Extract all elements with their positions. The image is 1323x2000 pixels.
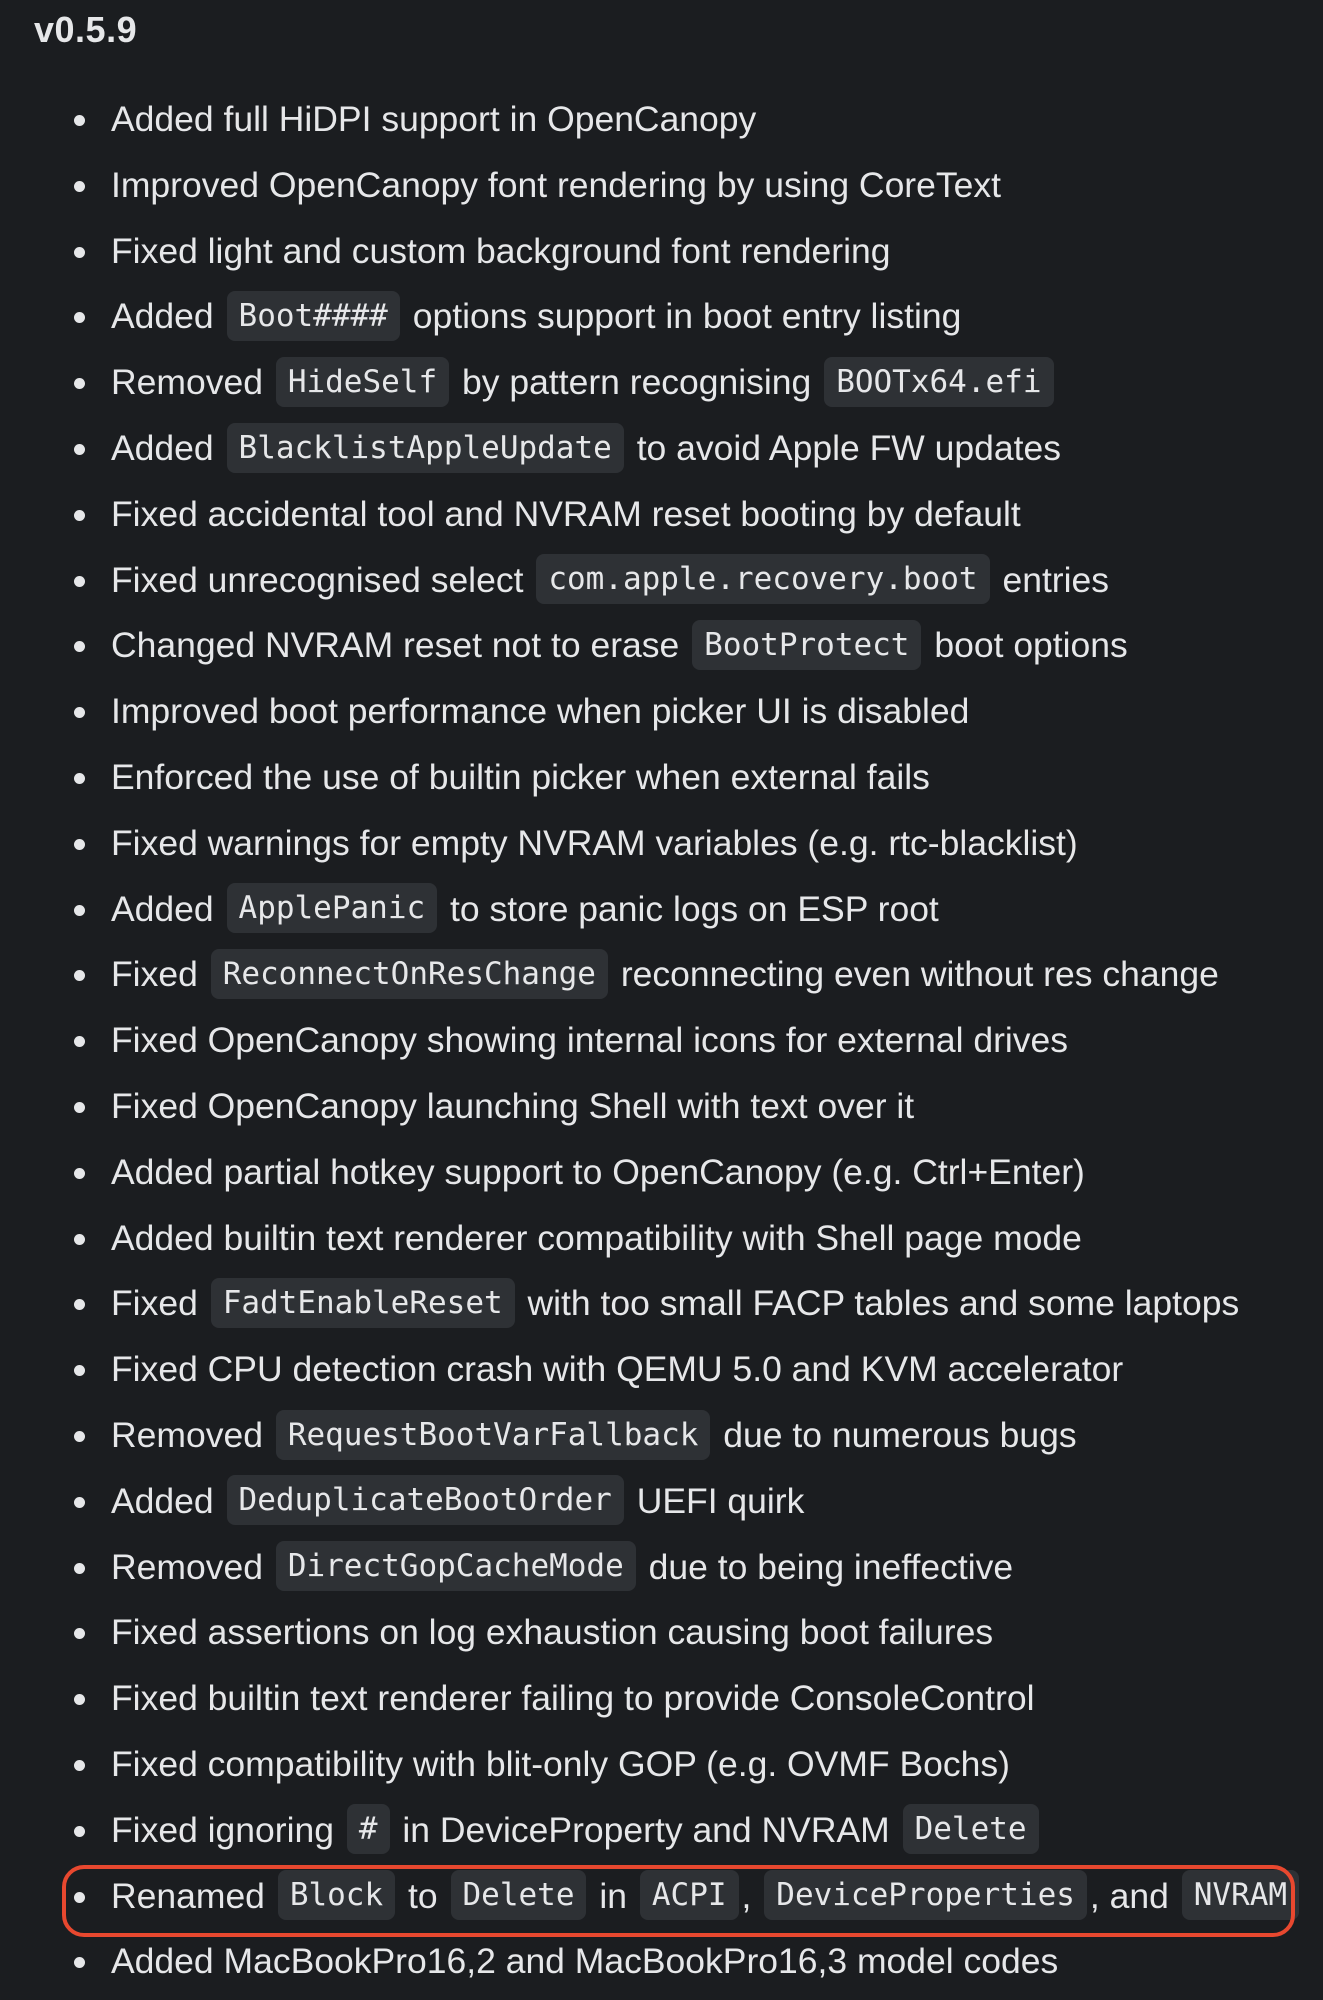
list-item — [0, 153, 1302, 219]
bullet-icon — [74, 1563, 85, 1574]
inline-code: Boot#### — [227, 291, 400, 341]
item-text: boot options — [934, 625, 1128, 666]
bullet-icon — [74, 1497, 85, 1508]
inline-code: NVRAM — [1182, 1870, 1299, 1920]
item-text: Fixed light and custom background font rendering — [111, 230, 891, 271]
list-item — [0, 1798, 1302, 1864]
item-text: UEFI quirk — [636, 1480, 805, 1521]
list-item — [0, 1864, 1302, 1930]
inline-code: ApplePanic — [227, 883, 438, 933]
bullet-icon — [74, 510, 85, 521]
inline-code: BOOTx64.efi — [824, 357, 1053, 407]
bullet-icon — [74, 1299, 85, 1310]
list-item — [0, 1535, 1302, 1601]
bullet-icon — [74, 1957, 85, 1968]
item-text: Changed NVRAM reset not to erase — [111, 625, 680, 666]
inline-code: RequestBootVarFallback — [276, 1410, 711, 1460]
bullet-icon — [74, 576, 85, 587]
list-item — [0, 87, 1302, 153]
item-text: Fixed assertions on log exhaustion causing boot failures — [111, 1612, 994, 1653]
inline-code: Block — [278, 1870, 395, 1920]
item-text: Fixed compatibility with blit-only GOP (e.g. OVMF Bochs) — [111, 1743, 1010, 1784]
inline-code: BlacklistAppleUpdate — [227, 423, 624, 473]
item-text: Fixed OpenCanopy showing internal icons for external drives — [111, 1020, 1069, 1061]
inline-code: com.apple.recovery.boot — [536, 554, 989, 604]
item-text: Removed — [111, 362, 263, 403]
inline-code: Delete — [903, 1804, 1039, 1854]
inline-code: ACPI — [640, 1870, 739, 1920]
list-item — [0, 1271, 1302, 1337]
list-item — [0, 1337, 1302, 1403]
bullet-icon — [74, 707, 85, 718]
bullet-icon — [74, 181, 85, 192]
list-item — [0, 482, 1302, 548]
item-text: , and — [1089, 1875, 1169, 1916]
item-text: Fixed — [111, 954, 198, 995]
bullet-icon — [74, 1036, 85, 1047]
inline-code: FadtEnableReset — [211, 1278, 515, 1328]
list-item — [0, 1074, 1302, 1140]
list-item — [0, 1206, 1302, 1272]
item-text: with too small FACP tables and some laptops — [527, 1283, 1240, 1324]
bullet-icon — [74, 1365, 85, 1376]
inline-code: HideSelf — [276, 357, 449, 407]
bullet-icon — [74, 444, 85, 455]
item-text: Fixed builtin text renderer failing to provide ConsoleControl — [111, 1678, 1035, 1719]
list-item — [0, 1929, 1302, 1995]
list-item — [0, 416, 1302, 482]
bullet-icon — [74, 641, 85, 652]
item-text: Fixed OpenCanopy launching Shell with text over it — [111, 1085, 915, 1126]
list-item — [0, 1600, 1302, 1666]
item-text: due to being ineffective — [648, 1546, 1014, 1587]
bullet-icon — [74, 1168, 85, 1179]
inline-code: DeduplicateBootOrder — [227, 1475, 624, 1525]
list-item — [0, 745, 1302, 811]
item-text: due to numerous bugs — [723, 1414, 1077, 1455]
bullet-icon — [74, 1102, 85, 1113]
item-text: Fixed warnings for empty NVRAM variables (e.g. rtc-blacklist) — [111, 822, 1078, 863]
list-item — [0, 1403, 1302, 1469]
bullet-icon — [74, 1760, 85, 1771]
item-text: Added — [111, 1480, 214, 1521]
item-text: by pattern recognising — [462, 362, 812, 403]
bullet-icon — [74, 970, 85, 981]
list-item — [0, 1140, 1302, 1206]
list-item — [0, 1666, 1302, 1732]
list-item — [0, 350, 1302, 416]
bullet-icon — [74, 1826, 85, 1837]
item-text: in DeviceProperty and NVRAM — [402, 1809, 890, 1850]
item-text: Fixed accidental tool and NVRAM reset booting by default — [111, 493, 1021, 534]
bullet-icon — [74, 115, 85, 126]
list-item — [0, 679, 1302, 745]
item-text: Removed — [111, 1546, 263, 1587]
list-item — [0, 877, 1302, 943]
item-text: Removed — [111, 1414, 263, 1455]
inline-code: DeviceProperties — [764, 1870, 1087, 1920]
item-text: Enforced the use of builtin picker when external fails — [111, 756, 930, 797]
inline-code: Delete — [451, 1870, 587, 1920]
item-text: Added partial hotkey support to OpenCanopy (e.g. Ctrl+Enter) — [111, 1151, 1085, 1192]
inline-code: DirectGopCacheMode — [276, 1541, 636, 1591]
item-text: Improved OpenCanopy font rendering by using CoreText — [111, 164, 1001, 205]
item-text: Added — [111, 296, 214, 337]
list-item — [0, 548, 1302, 614]
item-text: Renamed — [111, 1875, 265, 1916]
item-text: Fixed ignoring — [111, 1809, 334, 1850]
inline-code: ReconnectOnResChange — [211, 949, 608, 999]
bullet-icon — [74, 1234, 85, 1245]
item-text: in — [599, 1875, 627, 1916]
list-item — [0, 284, 1302, 350]
inline-code: BootProtect — [692, 620, 921, 670]
list-item — [0, 1469, 1302, 1535]
bullet-icon — [74, 378, 85, 389]
bullet-icon — [74, 247, 85, 258]
item-text: Added full HiDPI support in OpenCanopy — [111, 99, 757, 139]
list-item — [0, 942, 1302, 1008]
bullet-icon — [74, 312, 85, 323]
list-item — [0, 811, 1302, 877]
changelog-list — [0, 87, 1302, 1995]
list-item — [0, 1732, 1302, 1798]
item-text: Fixed unrecognised select — [111, 559, 524, 600]
item-text: Added — [111, 888, 214, 929]
item-text: Added MacBookPro16,2 and MacBookPro16,3 model codes — [111, 1941, 1059, 1982]
bullet-icon — [74, 1628, 85, 1639]
item-text: options support in boot entry listing — [412, 296, 962, 337]
list-item — [0, 613, 1302, 679]
item-text: to store panic logs on ESP root — [450, 888, 939, 929]
list-item — [0, 219, 1302, 285]
bullet-icon — [74, 839, 85, 850]
item-text: Fixed CPU detection crash with QEMU 5.0 and KVM accelerator — [111, 1349, 1124, 1390]
bullet-icon — [74, 1892, 85, 1903]
item-text: Added — [111, 427, 214, 468]
item-text: to — [408, 1875, 438, 1916]
item-text: reconnecting even without res change — [620, 954, 1219, 995]
list-item — [0, 1008, 1302, 1074]
bullet-icon — [74, 1431, 85, 1442]
bullet-icon — [74, 1694, 85, 1705]
item-text: Fixed — [111, 1283, 198, 1324]
item-text: Improved boot performance when picker UI is disabled — [111, 691, 970, 732]
item-text: entries — [1002, 559, 1110, 600]
bullet-icon — [74, 905, 85, 916]
item-text: to avoid Apple FW updates — [636, 427, 1061, 468]
version-heading: v0.5.9 — [34, 9, 138, 50]
inline-code: # — [347, 1804, 390, 1854]
item-text: , — [741, 1875, 752, 1916]
item-text: Added builtin text renderer compatibility with Shell page mode — [111, 1217, 1082, 1258]
bullet-icon — [74, 773, 85, 784]
